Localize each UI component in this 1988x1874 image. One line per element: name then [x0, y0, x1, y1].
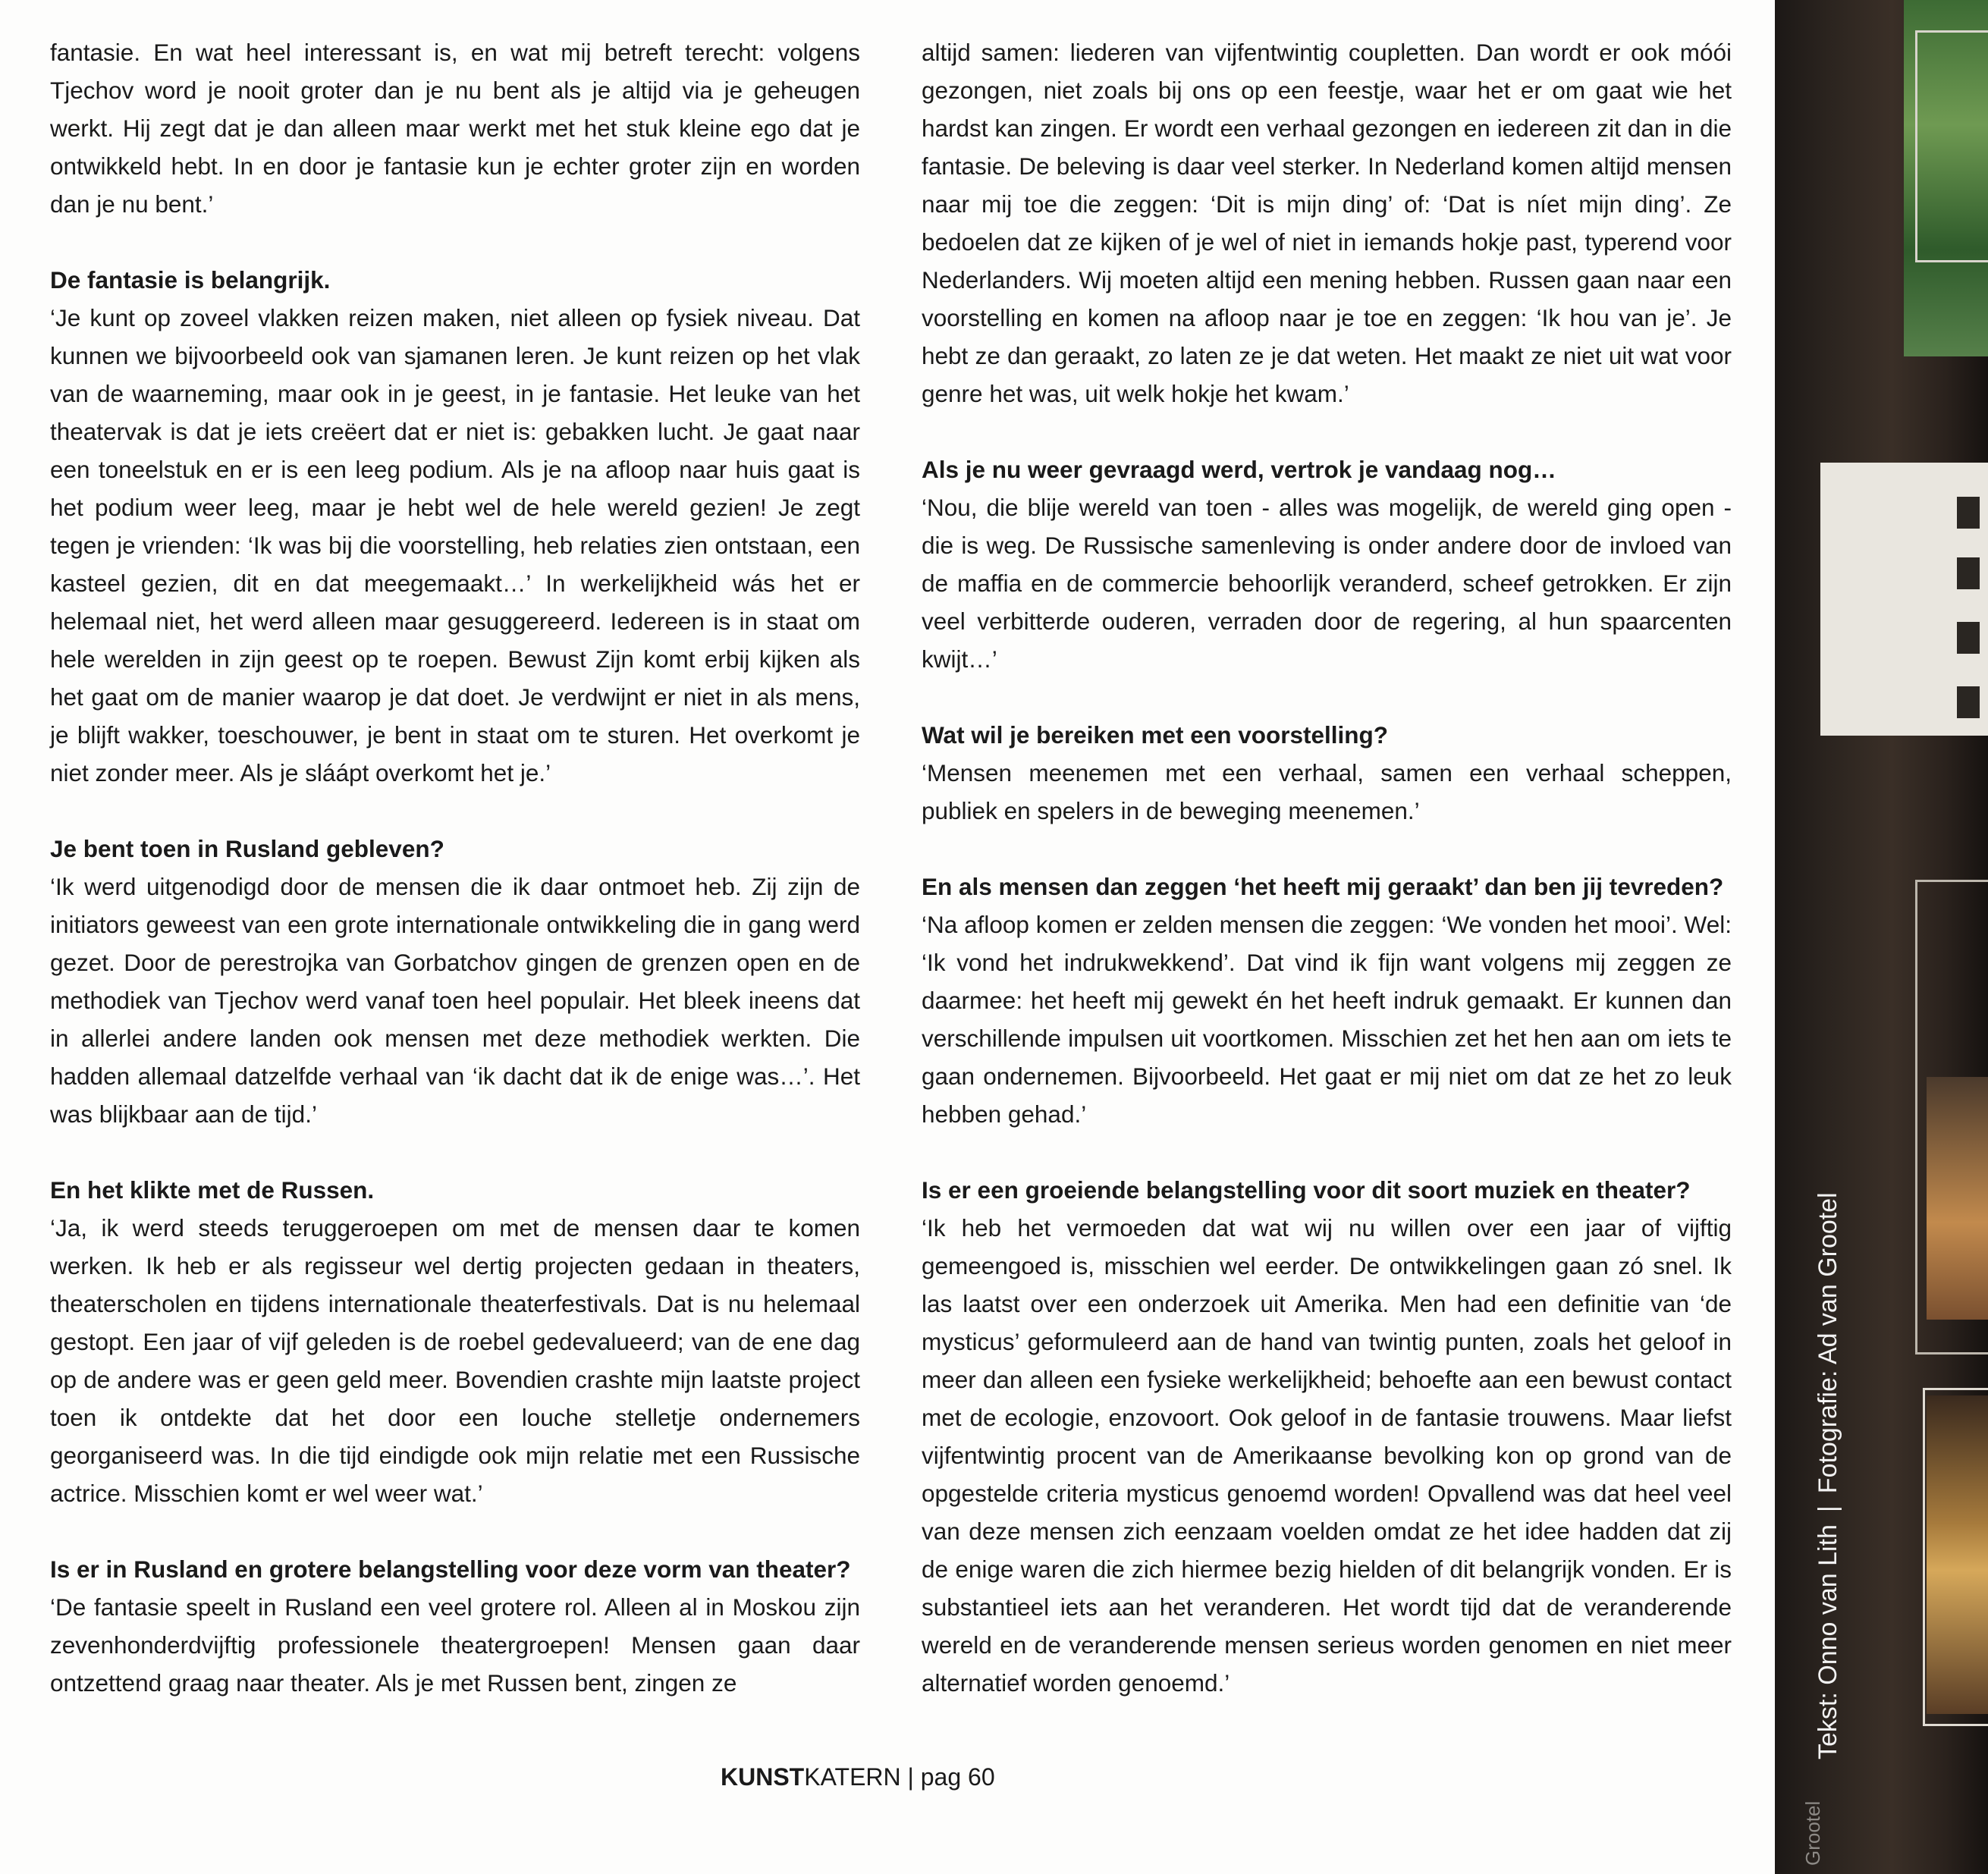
right-column [922, 33, 1732, 1702]
photo-window [1957, 497, 1980, 529]
answer-paragraph: ‘Mensen meenemen met een verhaal, samen een verhaal scheppen, publiek en spelers in de beweging meenemen.’ [922, 759, 1732, 824]
answer-paragraph: ‘De fantasie speelt in Rusland een veel grotere rol. Alleen al in Moskou zijn zevenhonderdvijftig professionele theatergroepen! Mensen gaan daar ontzettend graag naar theater. Als je met Russen bent, zingen ze [50, 1593, 860, 1697]
question-heading: Wat wil je bereiken met een voorstelling? [922, 721, 1388, 749]
answer-paragraph: ‘Ik heb het vermoeden dat wat wij nu willen over een jaar of vijftig gemeengoed is, misschien wel eerder. De ontwikkelingen gaan zó snel. Ik las laatst over een onderzoek uit Amerika. Men had een definitie van ‘de mysticus’ geformuleerd aan de hand van twintig punten, zoals het geloof in meer dan alleen een fysieke werkelijkheid; behoefte aan een bewust contact met de ecologie, enzovoort. Ook geloof in de fantasie trouwens. Maar liefst vijfentwintig procent van de Amerikaanse bevolking kon op grond van de opgestelde criteria mysticus genoemd worden! Opvallend was dat heel veel van deze mensen zich eenzaam voelden omdat ze het idee hadden dat zij de enige waren die zich hiermee bezig hielden of dit belangrijk vonden. Er is substantieel iets aan het veranderen. Het wordt tijd dat de veranderende wereld en de veranderende mensen serieus worden genomen en niet meer alternatief worden genoemd.’ [922, 1214, 1732, 1697]
photo-window [1957, 622, 1980, 654]
page-footer [721, 1758, 995, 1796]
photo-window [1957, 686, 1980, 718]
answer-paragraph: altijd samen: liederen van vijfentwintig coupletten. Dan wordt er ook móói gezongen, niet zoals bij ons op een feestje, waar het er om gaat wie het hardst kan zingen. Er wordt een verhaal gezongen en iedereen zit dan in die fantasie. De beleving is daar veel sterker. In Nederland komen altijd mensen naar mij toe die zeggen: ‘Dit is mijn ding’ of: ‘Dat is níet mijn ding’. Ze bedoelen dat ze kijken of je wel of niet in iemands hokje past, typerend voor Nederlanders. Wij moeten altijd een mening hebben. Russen gaan naar een voorstelling en komen na afloop naar je toe en zeggen: ‘Ik hou van je’. Je hebt ze dan geraakt, zo laten ze je dat weten. Het maakt ze niet uit wat voor genre het was, uit welk hokje het kwam.’ [922, 39, 1732, 407]
left-column [50, 33, 860, 1702]
question-heading: En het klikte met de Russen. [50, 1176, 375, 1204]
credit-mirror-fragment: Grootel [1801, 1800, 1824, 1866]
footer-brand-bold: KUNST [721, 1763, 805, 1791]
footer-separator: | [900, 1763, 921, 1791]
answer-paragraph: ‘Je kunt op zoveel vlakken reizen maken, niet alleen op fysiek niveau. Dat kunnen we bijvoorbeeld ook van sjamanen leren. Je kunt reizen op het vlak van de waarneming, maar ook in je geest, in je fantasie. Het leuke van het theatervak is dat je iets creëert dat er niet is: gebakken lucht. Je gaat naar een toneelstuk en er is een leeg podium. Als je na afloop naar huis gaat is het podium weer leeg, maar je hebt wel de hele wereld gezien! Je zegt tegen je vrienden: ‘Ik was bij die voorstelling, heb relaties zien ontstaan, een kasteel gezien, dit en dat meegemaakt…’ In werkelijkheid wás het er helemaal niet, het werd alleen maar gesuggereerd. Iedereen is in staat om hele werelden in zijn geest op te roepen. Bewust Zijn komt erbij kijken als het gaat om de manier waarop je dat doet. Je verdwijnt er niet in als mens, je blijft wakker, toeschouwer, je bent in staat om te sturen. Het overkomt je niet zonder meer. Als je sláápt overkomt het je.’ [50, 304, 860, 786]
question-heading: Als je nu weer gevraagd werd, vertrok je vandaag nog… [922, 456, 1556, 483]
question-heading: Je bent toen in Rusland gebleven? [50, 835, 444, 862]
question-heading: Is er in Rusland en grotere belangstelling voor deze vorm van theater? [50, 1555, 851, 1583]
answer-paragraph: fantasie. En wat heel interessant is, en wat mij betreft terecht: volgens Tjechov word je nooit groter dan je nu bent als je altijd via je geheugen werkt. Hij zegt dat je dan alleen maar werkt met het stuk kleine ego dat je ontwikkeld hebt. In en door je fantasie kun je echter groter zijn en worden dan je nu bent.’ [50, 39, 860, 218]
photo-credit [1813, 1192, 1843, 1759]
answer-paragraph: ‘Nou, die blije wereld van toen - alles was mogelijk, de wereld ging open - die is weg. De Russische samenleving is onder andere door de invloed van de maffia en de commercie behoorlijk veranderd, scheef getrokken. Er zijn veel verbitterde ouderen, verraden door de regering, al hun spaarcenten kwijt…’ [922, 494, 1732, 673]
photo-frame-top [1915, 30, 1988, 262]
answer-paragraph: ‘Ik werd uitgenodigd door de mensen die ik daar ontmoet heb. Zij zijn de initiators geweest van een grote internationale ontwikkeling die in gang werd gezet. Door de perestrojka van Gorbatchov gingen de grenzen open en de methodiek van Tjechov werd vanaf toen heel populair. Het bleek ineens dat in allerlei andere landen ook mensen met deze methodiek werkten. Die hadden allemaal datzelfde verhaal van ‘ik dacht dat ik de enige was…’. Het was blijkbaar aan de tijd.’ [50, 873, 860, 1128]
footer-page-number: pag 60 [920, 1763, 995, 1791]
photo-frame-bottom [1923, 1388, 1988, 1726]
answer-paragraph: ‘Na afloop komen er zelden mensen die zeggen: ‘We vonden het mooi’. Wel: ‘Ik vond het indrukwekkend’. Dat vind ik fijn want volgens mij zeggen ze daarmee: het heeft mij gewekt én het heeft indruk gemaakt. Er kunnen dan verschillende impulsen uit voortkomen. Misschien zet het hen aan om iets te gaan ondernemen. Bijvoorbeeld. Het gaat er mij niet om dat ze het zo leuk hebben gehad.’ [922, 911, 1732, 1128]
photo-warm-light [1927, 1077, 1988, 1320]
photo-window [1957, 557, 1980, 589]
credit-author: Tekst: Onno van Lith [1814, 1524, 1842, 1759]
question-heading: Is er een groeiende belangstelling voor dit soort muziek en theater? [922, 1176, 1691, 1204]
photo-strip [1775, 0, 1988, 1874]
credit-separator: | [1814, 1505, 1842, 1513]
answer-paragraph: ‘Ja, ik werd steeds teruggeroepen om met de mensen daar te komen werken. Ik heb er als regisseur wel dertig projecten gedaan in theaters, theaterscholen en tijdens internationale theaterfestivals. Dat is nu helemaal gestopt. Een jaar of vijf geleden is de roebel gedevalueerd; van de ene dag op de andere was er geen geld meer. Bovendien crashte mijn laatste project toen ik ontdekte dat het door een louche stelletje ondernemers georganiseerd was. In die tijd eindigde ook mijn relatie met een Russische actrice. Misschien komt er wel weer wat.’ [50, 1214, 860, 1507]
question-heading: De fantasie is belangrijk. [50, 266, 331, 293]
question-heading: En als mensen dan zeggen ‘het heeft mij geraakt’ dan ben jij tevreden? [922, 873, 1724, 900]
footer-brand-rest: KATERN [804, 1763, 901, 1791]
credit-photographer: Fotografie: Ad van Grootel [1814, 1192, 1842, 1494]
